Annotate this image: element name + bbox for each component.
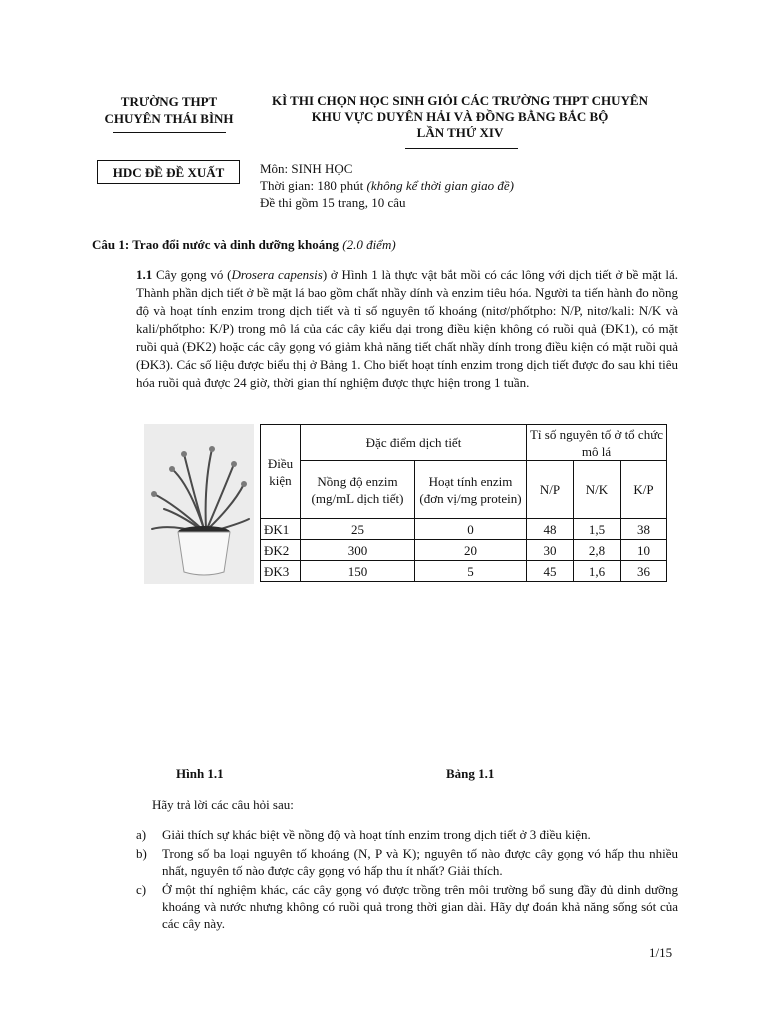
- species-name: Drosera capensis: [231, 267, 323, 282]
- school-line-2: CHUYÊN THÁI BÌNH: [104, 111, 234, 126]
- item-text: Giải thích sự khác biệt về nồng độ và hoạt tính enzim trong dịch tiết ở 3 điều kiện.: [162, 827, 591, 842]
- row-np: 45: [527, 561, 574, 582]
- header-nk: N/K: [574, 461, 621, 519]
- time-line: [260, 177, 514, 194]
- list-item: [136, 881, 678, 932]
- row-kp: 38: [621, 519, 667, 540]
- table-row: [261, 540, 667, 561]
- time-main: Thời gian: 180 phút: [260, 178, 367, 193]
- row-nk: 1,6: [574, 561, 621, 582]
- row-concentration: 150: [301, 561, 415, 582]
- paragraph-part-a: Cây gọng vó (: [152, 267, 232, 282]
- row-kp: 10: [621, 540, 667, 561]
- figure-caption: Hình 1.1: [176, 766, 224, 781]
- exam-underline: [405, 148, 518, 149]
- header-condition: Điều kiện: [261, 425, 301, 519]
- question-list: [136, 826, 678, 934]
- pages-info: Đề thi gồm 15 trang, 10 câu: [260, 195, 406, 210]
- school-name: [98, 93, 240, 127]
- header-kp: K/P: [621, 461, 667, 519]
- hdc-box: HDC ĐỀ ĐỀ XUẤT: [97, 160, 240, 184]
- row-np: 48: [527, 519, 574, 540]
- question-paragraph: [136, 266, 678, 392]
- row-nk: 2,8: [574, 540, 621, 561]
- table-caption: Bảng 1.1: [446, 766, 495, 781]
- row-condition: ĐK2: [261, 540, 301, 561]
- subquestion-number: 1.1: [136, 267, 153, 282]
- row-concentration: 25: [301, 519, 415, 540]
- item-label: a): [136, 827, 147, 842]
- list-item: [136, 826, 678, 843]
- table-row: [261, 519, 667, 540]
- row-np: 30: [527, 540, 574, 561]
- figure-plant-image: [144, 424, 254, 584]
- drosera-plant-icon: [144, 424, 254, 584]
- item-text: Ở một thí nghiệm khác, các cây gọng vó được trồng trên môi trường bổ sung đầy đủ dinh dưỡng khoáng và nước nhưng không có ruồi quả trong thời gian dài. Hãy dự đoán khả năng sống sót của các cây này.: [162, 882, 678, 931]
- item-label: b): [136, 846, 147, 861]
- item-text: Trong số ba loại nguyên tố khoáng (N, P và K); nguyên tố nào được cây gọng vó hấp thu nhiều nhất, nguyên tố nào được cây gọng vó hấp thu ít nhất? Giải thích.: [162, 846, 678, 878]
- question-points: (2.0 điểm): [342, 237, 396, 252]
- exam-line-2: KHU VỰC DUYÊN HẢI VÀ ĐỒNG BẰNG BẮC BỘ: [311, 109, 609, 124]
- header-np: N/P: [527, 461, 574, 519]
- paragraph-part-b: ) ở Hình 1 là thực vật bắt mồi có các lông với dịch tiết ở bề mặt lá. Thành phần dịch tiết ở bề mặt lá bao gồm chất nhầy dính và enzim tiêu hóa. Người ta tiến hành đo nồng độ và hoạt tính enzim trong dịch tiết và tỉ số nguyên tố khoáng (nitơ/phốtpho: N/P, nitơ/kali: N/K và kali/phốtpho: K/P) trong mô lá của các cây kiểu dại trong điều kiện không có ruồi quả (ĐK1), có mặt ruồi quả (ĐK2) hoặc các cây gọng vó giảm khả năng tiết chất nhầy dính trong điều kiện có mặt ruồi quả (ĐK3). Các số liệu được biểu thị ở Bảng 1. Cho biết hoạt tính enzim trong dịch tiết được đo sau khi tiêu hóa ruồi quả được 24 giờ, thời gian thí nghiệm được thực hiện trong 1 tuần.: [136, 267, 678, 390]
- table-row: [261, 561, 667, 582]
- question-heading: Câu 1: Trao đổi nước và dinh dưỡng khoáng: [92, 237, 343, 252]
- exam-line-3: LẦN THỨ XIV: [416, 125, 504, 140]
- exam-line-1: KÌ THI CHỌN HỌC SINH GIỎI CÁC TRƯỜNG THPT CHUYÊN: [272, 93, 648, 108]
- row-condition: ĐK1: [261, 519, 301, 540]
- prompt-text: Hãy trả lời các câu hỏi sau:: [152, 797, 294, 812]
- exam-info: [260, 160, 514, 211]
- question-title: [92, 237, 396, 253]
- row-nk: 1,5: [574, 519, 621, 540]
- row-kp: 36: [621, 561, 667, 582]
- row-condition: ĐK3: [261, 561, 301, 582]
- school-line-1: TRƯỜNG THPT: [120, 94, 218, 109]
- page-number: 1/15: [649, 945, 673, 960]
- data-table: [260, 424, 667, 582]
- row-activity: 5: [415, 561, 527, 582]
- row-activity: 20: [415, 540, 527, 561]
- school-underline: [113, 132, 226, 133]
- header-enzyme-concentration: Nồng độ enzim (mg/mL dịch tiết): [301, 461, 415, 519]
- row-activity: 0: [415, 519, 527, 540]
- row-concentration: 300: [301, 540, 415, 561]
- header-ratio: Tỉ số nguyên tố ở tổ chức mô lá: [527, 425, 667, 461]
- list-item: [136, 845, 678, 879]
- exam-title: [248, 93, 672, 141]
- time-note: (không kể thời gian giao đề): [366, 178, 514, 193]
- header-secretion: Đặc điểm dịch tiết: [301, 425, 527, 461]
- item-label: c): [136, 882, 147, 897]
- subject: Môn: SINH HỌC: [260, 161, 353, 176]
- header-enzyme-activity: Hoạt tính enzim (đơn vị/mg protein): [415, 461, 527, 519]
